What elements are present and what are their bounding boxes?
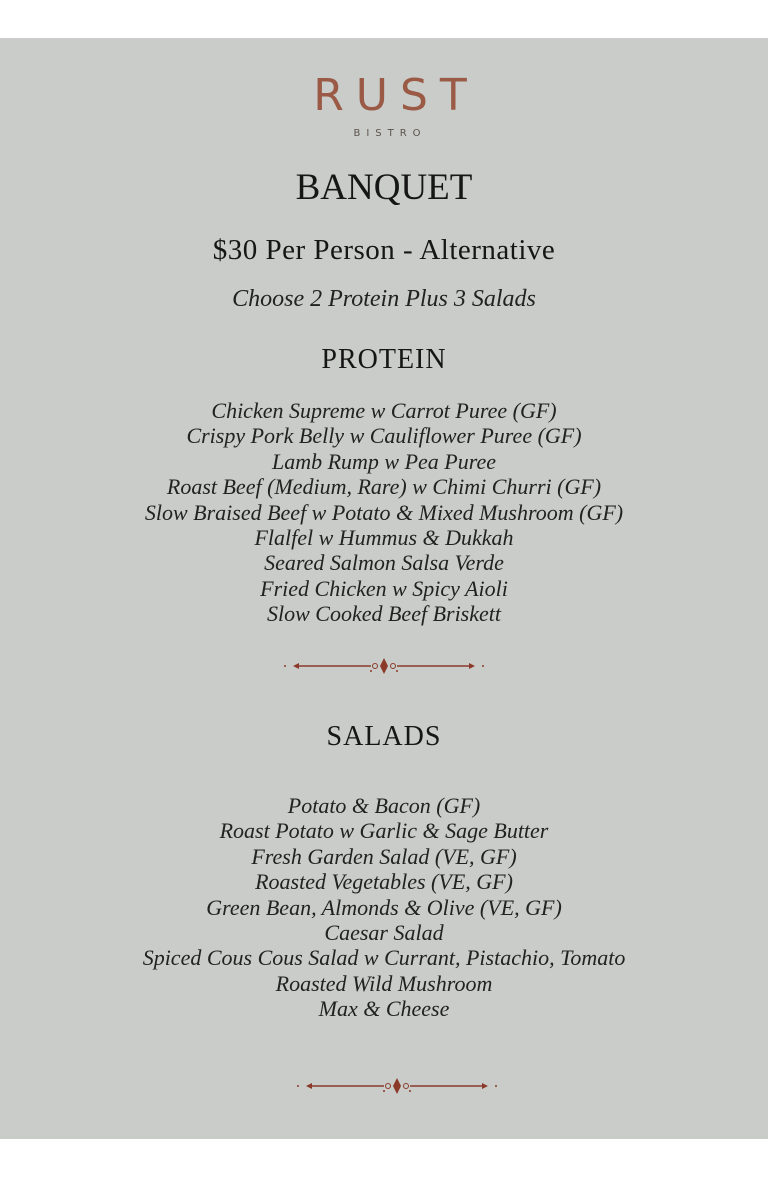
protein-item: Slow Cooked Beef Briskett [267, 601, 501, 627]
salad-item: Fresh Garden Salad (VE, GF) [251, 843, 517, 869]
instructions: Choose 2 Protein Plus 3 Salads [232, 286, 536, 312]
menu-page [0, 38, 768, 1139]
protein-list [0, 398, 768, 627]
protein-heading: PROTEIN [321, 344, 447, 375]
protein-item: Lamb Rump w Pea Puree [271, 448, 497, 474]
menu-title: BANQUET [295, 167, 473, 208]
salad-item: Roasted Vegetables (VE, GF) [255, 869, 513, 895]
protein-item: Flalfel w Hummus & Dukkah [254, 525, 514, 551]
ornamental-divider-icon [279, 655, 489, 677]
salads-list [0, 793, 768, 1022]
salad-item: Roast Potato w Garlic & Sage Butter [219, 818, 549, 844]
ornamental-divider-icon [292, 1075, 502, 1097]
salad-item: Max & Cheese [318, 996, 450, 1022]
protein-item: Crispy Pork Belly w Cauliflower Puree (GF) [186, 423, 582, 449]
protein-item: Fried Chicken w Spicy Aioli [260, 575, 508, 601]
protein-item: Chicken Supreme w Carrot Puree (GF) [211, 398, 557, 423]
protein-item: Roast Beef (Medium, Rare) w Chimi Churri (GF) [166, 474, 602, 500]
brand-tagline: BISTRO [353, 128, 427, 139]
protein-item: Slow Braised Beef w Potato & Mixed Mushroom (GF) [144, 499, 624, 525]
salad-item: Roasted Wild Mushroom [275, 970, 493, 996]
salads-heading: SALADS [326, 721, 442, 752]
salad-item: Potato & Bacon (GF) [287, 793, 481, 818]
price-line: $30 Per Person - Alternative [212, 234, 556, 266]
brand-logo: RUST [313, 70, 479, 121]
salad-item: Caesar Salad [324, 920, 444, 946]
salad-item: Green Bean, Almonds & Olive (VE, GF) [206, 894, 562, 920]
protein-item: Seared Salmon Salsa Verde [264, 550, 504, 576]
salad-item: Spiced Cous Cous Salad w Currant, Pistachio, Tomato [142, 945, 626, 971]
